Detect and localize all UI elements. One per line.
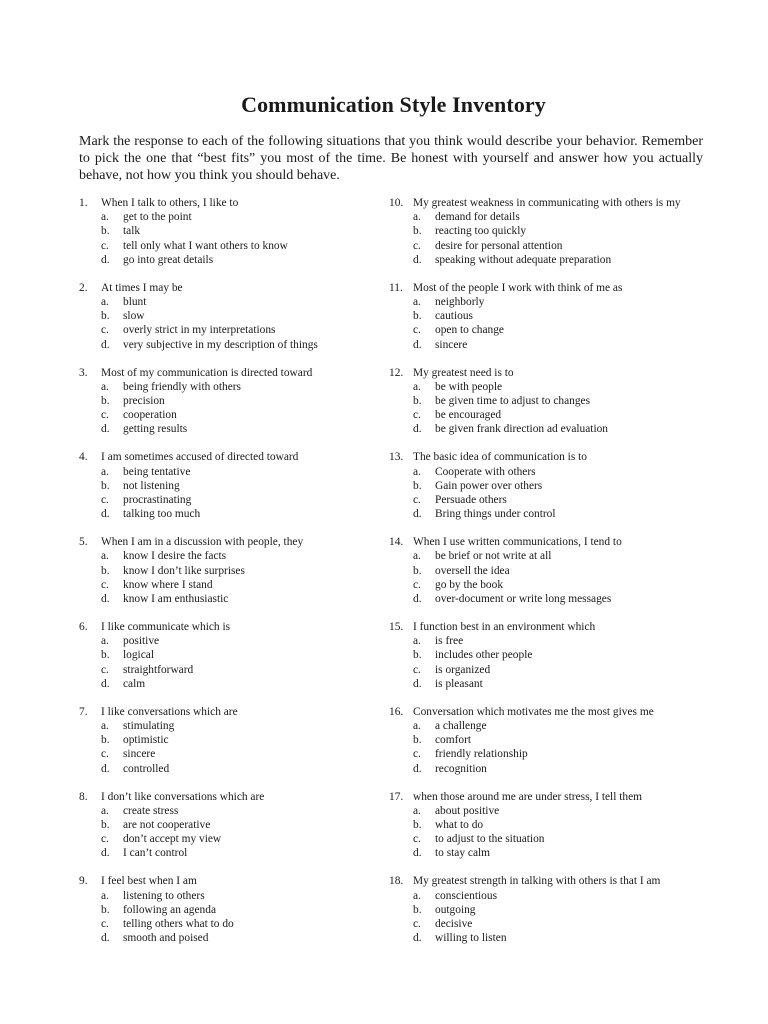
option-letter: d. [413,423,422,436]
question-text: I feel best when I am [101,875,197,888]
question-prompt [79,620,392,634]
question-number: 6. [79,620,88,633]
option-text: be encouraged [435,409,502,422]
option-letter: b. [413,310,422,323]
question-item [79,705,392,790]
question-text: I don’t like conversations which are [101,790,265,803]
question-text: When I use written communications, I tend to [413,536,622,549]
question-item [389,450,702,535]
question-number: 7. [79,705,88,718]
question-text: My greatest need is to [413,366,514,379]
option-text: recognition [435,762,487,775]
question-number: 11. [389,281,403,294]
question-item [79,620,392,705]
option-text: over-document or write long messages [435,593,612,605]
option-letter: c. [101,409,109,422]
option-text: blunt [123,296,147,308]
answer-option[interactable] [389,564,702,578]
answer-option[interactable] [79,394,392,408]
question-item [79,874,392,959]
option-letter: c. [101,917,109,930]
option-text: desire for personal attention [435,239,563,252]
option-letter: a. [413,296,421,308]
option-letter: c. [413,833,421,846]
option-letter: a. [413,380,421,393]
answer-option[interactable] [389,832,702,846]
option-letter: c. [101,578,109,591]
option-letter: b. [101,734,110,747]
answer-option[interactable] [389,549,702,563]
answer-option[interactable] [389,648,702,662]
option-text: controlled [123,762,170,775]
option-text: what to do [435,818,484,831]
option-letter: d. [101,677,110,690]
option-text: sincere [123,748,156,761]
option-letter: d. [101,508,110,521]
question-text: Most of the people I work with think of me as [413,281,623,294]
option-letter: b. [413,564,422,577]
question-prompt [79,196,392,210]
option-letter: a. [101,635,109,648]
option-letter: b. [413,734,422,747]
answer-option[interactable] [79,309,392,323]
question-prompt [79,790,392,804]
answer-option[interactable] [389,394,702,408]
option-letter: d. [101,338,110,351]
option-text: friendly relationship [435,748,528,761]
answer-option[interactable] [389,493,702,507]
answer-option[interactable] [79,634,392,648]
answer-option[interactable] [79,422,392,436]
question-item [79,366,392,451]
question-number: 15. [389,620,404,633]
question-prompt [79,705,392,719]
option-text: a challenge [435,719,487,732]
option-letter: a. [101,804,109,817]
option-text: speaking without adequate preparation [435,253,612,266]
question-text: Conversation which motivates me the most gives me [413,705,654,718]
answer-option[interactable] [79,889,392,903]
answer-option[interactable] [79,592,392,606]
answer-option[interactable] [389,719,702,733]
question-item [389,366,702,451]
option-letter: a. [413,889,421,902]
option-letter: a. [101,296,109,308]
answer-option[interactable] [79,818,392,832]
option-text: Persuade others [435,494,507,506]
answer-option[interactable] [389,507,702,521]
option-text: comfort [435,734,472,747]
option-letter: b. [101,649,110,662]
option-text: includes other people [435,649,533,662]
option-text: know where I stand [123,578,213,591]
question-number: 17. [389,790,404,803]
question-item [79,281,392,366]
option-letter: a. [101,211,109,224]
option-text: is organized [435,663,491,676]
option-text: know I desire the facts [123,550,227,563]
option-text: precision [123,395,165,407]
question-number: 16. [389,705,404,718]
option-letter: b. [101,903,110,916]
question-item [389,790,702,875]
left-question-column [79,196,392,959]
question-item [389,620,702,705]
option-text: don’t accept my view [123,833,222,846]
question-text: I like conversations which are [101,705,238,718]
option-text: not listening [123,479,180,492]
question-item [389,196,702,281]
option-text: tell only what I want others to know [123,239,288,252]
option-letter: b. [413,649,422,662]
answer-option[interactable] [79,323,392,337]
answer-option[interactable] [79,408,392,422]
right-question-column [389,196,702,959]
option-letter: a. [413,804,421,817]
question-prompt [79,450,392,464]
option-letter: c. [413,917,421,930]
option-text: logical [123,649,154,662]
question-prompt [79,874,392,888]
option-letter: c. [101,748,109,761]
answer-option[interactable] [79,493,392,507]
answer-option[interactable] [389,338,702,352]
question-item [389,874,702,959]
option-text: open to change [435,324,504,337]
question-number: 5. [79,536,88,549]
question-number: 14. [389,536,404,549]
option-letter: c. [413,578,421,591]
question-number: 12. [389,366,404,379]
option-text: neighborly [435,296,485,308]
option-text: to adjust to the situation [435,833,545,846]
question-number: 4. [79,451,88,464]
answer-option[interactable] [79,507,392,521]
option-text: reacting too quickly [435,225,527,238]
answer-option[interactable] [389,408,702,422]
question-text: The basic idea of communication is to [413,451,587,464]
option-letter: d. [413,677,422,690]
answer-option[interactable] [79,762,392,776]
question-item [389,281,702,366]
answer-option[interactable] [389,634,702,648]
answer-option[interactable] [79,677,392,691]
question-prompt [389,620,702,634]
instructions-paragraph: Mark the response to each of the following situations that you think would describe your behavior. Remember to pick the one that “best fits” you most of the time. Be honest with yourself and answer how you actually behave, not how you think you should behave. [79,134,703,183]
question-prompt [79,281,392,295]
option-letter: c. [413,663,421,676]
answer-option[interactable] [79,338,392,352]
answer-option[interactable] [389,931,702,945]
option-letter: d. [413,847,422,860]
option-letter: d. [101,253,110,266]
option-letter: a. [413,465,421,478]
question-number: 10. [389,197,404,209]
answer-option[interactable] [389,465,702,479]
option-letter: b. [101,395,110,407]
option-letter: c. [101,494,109,506]
option-letter: a. [101,719,109,732]
question-prompt [389,366,702,380]
question-item [389,705,702,790]
option-letter: b. [101,564,110,577]
option-text: about positive [435,804,500,817]
answer-option[interactable] [79,239,392,253]
answer-option[interactable] [79,479,392,493]
option-letter: a. [413,550,421,563]
answer-option[interactable] [79,648,392,662]
answer-option[interactable] [79,224,392,238]
option-letter: d. [413,338,422,351]
question-text: I function best in an environment which [413,620,596,633]
question-number: 8. [79,790,88,803]
option-text: is pleasant [435,677,483,690]
option-letter: d. [413,253,422,266]
answer-option[interactable] [79,465,392,479]
option-letter: c. [101,324,109,337]
option-letter: d. [101,423,110,436]
question-item [79,196,392,281]
answer-option[interactable] [389,804,702,818]
option-text: following an agenda [123,903,216,916]
answer-option[interactable] [79,846,392,860]
option-text: Bring things under control [435,508,556,521]
option-text: cooperation [123,409,177,422]
answer-option[interactable] [79,380,392,394]
option-text: be given frank direction ad evaluation [435,423,609,436]
answer-option[interactable] [79,747,392,761]
answer-option[interactable] [79,719,392,733]
option-text: very subjective in my description of things [123,338,318,351]
answer-option[interactable] [79,804,392,818]
question-text: My greatest weakness in communicating with others is my [413,197,681,209]
answer-option[interactable] [389,295,702,309]
option-letter: d. [413,762,422,775]
option-text: go by the book [435,578,504,591]
option-letter: a. [101,550,109,563]
answer-option[interactable] [389,309,702,323]
question-number: 2. [79,281,88,294]
answer-option[interactable] [389,479,702,493]
answer-option[interactable] [79,663,392,677]
option-text: Gain power over others [435,479,543,492]
option-letter: d. [413,932,422,945]
answer-option[interactable] [79,564,392,578]
option-letter: c. [413,409,421,422]
option-letter: b. [101,310,110,323]
question-item [389,535,702,620]
option-text: decisive [435,917,473,930]
option-letter: b. [101,818,110,831]
option-letter: c. [413,324,421,337]
answer-option[interactable] [389,663,702,677]
option-text: is free [435,635,464,648]
option-letter: d. [413,593,422,605]
question-text: My greatest strength in talking with others is that I am [413,875,661,888]
option-letter: c. [101,663,109,676]
option-text: I can’t control [123,847,188,860]
answer-option[interactable] [79,903,392,917]
option-text: slow [123,310,145,323]
question-text: I like communicate which is [101,620,231,633]
question-prompt [389,450,702,464]
option-letter: b. [413,479,422,492]
option-letter: d. [101,932,110,945]
question-text: At times I may be [101,281,183,294]
answer-option[interactable] [389,818,702,832]
question-item [79,535,392,620]
option-letter: d. [101,762,110,775]
option-letter: d. [101,593,110,605]
answer-option[interactable] [79,733,392,747]
question-number: 1. [79,197,88,209]
answer-option[interactable] [79,832,392,846]
option-letter: b. [101,479,110,492]
question-number: 9. [79,875,88,888]
answer-option[interactable] [79,295,392,309]
option-text: talking too much [123,508,201,521]
option-letter: a. [101,380,109,393]
option-text: to stay calm [435,847,491,860]
option-text: oversell the idea [435,564,510,577]
question-text: When I am in a discussion with people, they [101,536,304,549]
answer-option[interactable] [389,239,702,253]
option-text: calm [123,677,146,690]
answer-option[interactable] [79,931,392,945]
option-text: listening to others [123,889,205,902]
questions-area [79,196,705,959]
option-text: conscientious [435,889,498,902]
question-prompt [389,874,702,888]
option-text: willing to listen [435,932,507,945]
option-letter: c. [413,494,421,506]
answer-option[interactable] [389,889,702,903]
answer-option[interactable] [389,422,702,436]
option-text: procrastinating [123,494,192,506]
option-text: outgoing [435,903,476,916]
question-text: When I talk to others, I like to [101,197,239,209]
option-letter: d. [413,508,422,521]
option-letter: c. [413,239,421,252]
option-text: go into great details [123,253,214,266]
option-text: be given time to adjust to changes [435,395,591,407]
answer-option[interactable] [389,592,702,606]
option-text: be with people [435,380,503,393]
answer-option[interactable] [389,846,702,860]
question-item [79,450,392,535]
option-letter: b. [413,903,422,916]
answer-option[interactable] [389,733,702,747]
option-letter: a. [413,211,421,224]
question-prompt [389,196,702,210]
answer-option[interactable] [79,210,392,224]
option-text: smooth and poised [123,932,209,945]
answer-option[interactable] [389,253,702,267]
answer-option[interactable] [389,323,702,337]
question-prompt [79,535,392,549]
answer-option[interactable] [389,578,702,592]
option-text: talk [123,225,141,238]
answer-option[interactable] [389,762,702,776]
option-text: being friendly with others [123,380,241,393]
answer-option[interactable] [389,903,702,917]
question-prompt [389,281,702,295]
answer-option[interactable] [389,917,702,931]
option-text: cautious [435,310,473,323]
option-text: straightforward [123,663,194,676]
option-text: optimistic [123,734,169,747]
page-title: Communication Style Inventory [241,92,546,117]
option-letter: c. [413,748,421,761]
option-letter: a. [413,719,421,732]
question-text: I am sometimes accused of directed toward [101,451,299,464]
option-text: overly strict in my interpretations [123,324,276,337]
option-text: positive [123,635,160,648]
answer-option[interactable] [389,224,702,238]
option-text: get to the point [123,211,192,224]
question-text: Most of my communication is directed toward [101,366,313,379]
option-letter: d. [101,847,110,860]
option-letter: b. [413,395,422,407]
option-letter: a. [413,635,421,648]
answer-option[interactable] [79,578,392,592]
option-text: create stress [123,804,179,817]
option-text: know I am enthusiastic [123,593,229,605]
answer-option[interactable] [389,677,702,691]
option-letter: c. [101,239,109,252]
question-number: 18. [389,875,404,888]
option-text: telling others what to do [123,917,234,930]
option-text: know I don’t like surprises [123,564,245,577]
option-text: Cooperate with others [435,465,536,478]
option-letter: a. [101,465,109,478]
option-text: getting results [123,423,188,436]
answer-option[interactable] [79,253,392,267]
option-text: sincere [435,338,468,351]
option-text: stimulating [123,719,175,732]
question-number: 3. [79,366,88,379]
question-number: 13. [389,451,404,464]
question-prompt [389,705,702,719]
option-letter: b. [413,225,422,238]
option-letter: b. [101,225,110,238]
option-text: being tentative [123,465,191,478]
option-text: demand for details [435,211,520,224]
answer-option[interactable] [389,210,702,224]
option-letter: c. [101,833,109,846]
option-text: be brief or not write at all [435,550,552,563]
answer-option[interactable] [389,747,702,761]
answer-option[interactable] [79,549,392,563]
question-prompt [389,535,702,549]
option-letter: a. [101,889,109,902]
question-prompt [389,790,702,804]
question-prompt [79,366,392,380]
answer-option[interactable] [389,380,702,394]
question-item [79,790,392,875]
answer-option[interactable] [79,917,392,931]
question-text: when those around me are under stress, I tell them [413,790,643,803]
option-letter: b. [413,818,422,831]
option-text: are not cooperative [123,818,211,831]
